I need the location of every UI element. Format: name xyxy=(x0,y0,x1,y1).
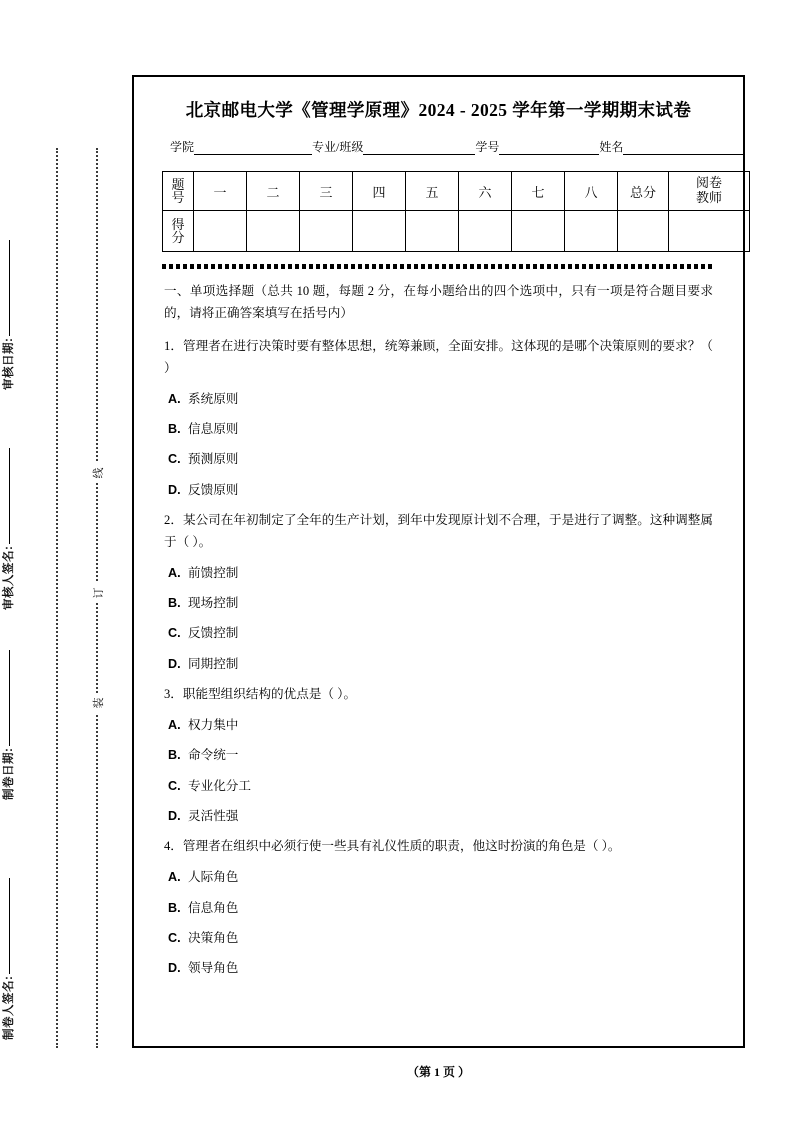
score-cell-total[interactable] xyxy=(618,211,669,252)
question-block-3 xyxy=(164,684,713,827)
student-info-label-name: 姓名 xyxy=(599,140,624,154)
margin-label-paper-maker-signature-text: 制卷人签名: xyxy=(3,975,15,1040)
question-2-option-d[interactable] xyxy=(168,654,713,675)
rowhead-char: 题 xyxy=(171,176,185,192)
section-heading-1: 一、单项选择题（总共 10 题，每题 2 分，在每小题给出的四个选项中，只有一项是符合题目要求的，请将正确答案填写在括号内） xyxy=(164,284,713,320)
page-footer: （第 1 页 ） xyxy=(406,1065,470,1079)
rowhead-char: 分 xyxy=(171,230,185,245)
score-cell-8[interactable] xyxy=(565,211,618,252)
question-4-option-a[interactable] xyxy=(168,867,713,888)
score-cell-2[interactable] xyxy=(247,211,300,252)
score-table-col-4: 四 xyxy=(353,172,406,211)
student-info-blank-college[interactable] xyxy=(194,141,312,155)
option-label: B. xyxy=(168,422,181,437)
page-title: 北京邮电大学《管理学原理》2024 - 2025 学年第一学期期末试卷 xyxy=(185,100,692,120)
option-text: 反馈控制 xyxy=(188,626,239,641)
option-text: 信息原则 xyxy=(188,422,239,437)
table-row-question-numbers xyxy=(163,172,750,211)
option-text: 决策角色 xyxy=(188,930,239,945)
option-text: 灵活性强 xyxy=(188,809,239,824)
score-cell-7[interactable] xyxy=(512,211,565,252)
question-1-option-b[interactable] xyxy=(168,419,713,440)
student-info-field-student-id xyxy=(475,138,599,155)
score-cell-grading-teacher[interactable] xyxy=(669,211,750,252)
seam-char-fold: 装 xyxy=(87,693,109,713)
option-text: 系统原则 xyxy=(188,391,239,406)
option-label: D. xyxy=(168,482,181,497)
score-table-col-6: 六 xyxy=(459,172,512,211)
score-cell-5[interactable] xyxy=(406,211,459,252)
option-label: C. xyxy=(168,930,181,945)
option-label: B. xyxy=(168,595,181,610)
score-cell-4[interactable] xyxy=(353,211,406,252)
score-table-col-2: 二 xyxy=(247,172,300,211)
score-table-rowhead-score xyxy=(163,211,194,252)
margin-dotted-line-outer xyxy=(56,148,58,1048)
question-4-option-d[interactable] xyxy=(168,958,713,979)
option-text: 信息角色 xyxy=(188,900,239,915)
student-info-row xyxy=(148,138,729,155)
left-margin-annotations xyxy=(0,0,120,1122)
section-separator-dotted xyxy=(162,264,715,269)
score-cell-1[interactable] xyxy=(194,211,247,252)
rowhead-char: 号 xyxy=(171,190,185,205)
seam-char-bind: 订 xyxy=(87,583,109,603)
option-label: C. xyxy=(168,778,181,793)
student-info-field-college xyxy=(170,138,312,155)
margin-label-paper-date-text: 制卷日期: xyxy=(3,747,15,800)
option-label: A. xyxy=(168,391,181,406)
teacher-label-char: 阅卷 xyxy=(695,175,722,191)
option-text: 专业化分工 xyxy=(188,778,251,793)
option-text: 反馈原则 xyxy=(188,482,239,497)
student-info-label-college: 学院 xyxy=(170,140,195,154)
question-3-option-a[interactable] xyxy=(168,715,713,736)
question-block-4 xyxy=(164,836,713,979)
score-cell-6[interactable] xyxy=(459,211,512,252)
margin-label-review-date-text: 审核日期: xyxy=(3,337,15,390)
score-table-col-5: 五 xyxy=(406,172,459,211)
margin-label-paper-maker-signature xyxy=(0,740,16,1040)
seam-char-line: 线 xyxy=(87,463,109,483)
student-info-label-student-id: 学号 xyxy=(475,140,500,154)
score-table-col-grading-teacher xyxy=(669,172,750,211)
question-3-option-c[interactable] xyxy=(168,776,713,797)
exam-paper-frame xyxy=(132,75,745,1048)
option-text: 领导角色 xyxy=(188,961,239,976)
option-label: C. xyxy=(168,626,181,641)
score-table-col-3: 三 xyxy=(300,172,353,211)
student-info-blank-major-class[interactable] xyxy=(363,141,475,155)
table-row-scores xyxy=(163,211,750,252)
option-text: 前馈控制 xyxy=(188,565,239,580)
score-cell-3[interactable] xyxy=(300,211,353,252)
question-stem-3: 3．职能型组织结构的优点是（ ）。 xyxy=(164,687,357,702)
option-label: D. xyxy=(168,961,181,976)
question-3-option-d[interactable] xyxy=(168,806,713,827)
score-table-col-1: 一 xyxy=(194,172,247,211)
margin-label-paper-maker-signature-rule xyxy=(9,878,10,974)
question-1-option-c[interactable] xyxy=(168,449,713,470)
option-label: A. xyxy=(168,870,181,885)
question-2-option-b[interactable] xyxy=(168,593,713,614)
margin-label-reviewer-signature-text: 审核人签名: xyxy=(3,545,15,610)
option-label: D. xyxy=(168,809,181,824)
option-label: C. xyxy=(168,452,181,467)
student-info-blank-name[interactable] xyxy=(623,141,745,155)
option-label: B. xyxy=(168,748,181,763)
option-text: 命令统一 xyxy=(188,748,239,763)
question-1-option-a[interactable] xyxy=(168,389,713,410)
question-block-2 xyxy=(164,510,713,675)
student-info-blank-student-id[interactable] xyxy=(499,141,599,155)
teacher-label-char: 教师 xyxy=(695,190,722,205)
student-info-label-major-class: 专业/班级 xyxy=(312,140,364,154)
score-table-wrapper xyxy=(162,171,722,252)
question-stem-1: 1．管理者在进行决策时要有整体思想，统筹兼顾，全面安排。这体现的是哪个决策原则的要求？（ ） xyxy=(164,339,713,375)
rowhead-char: 得 xyxy=(171,216,185,232)
option-text: 人际角色 xyxy=(188,870,239,885)
question-stem-2: 2．某公司在年初制定了全年的生产计划，到年中发现原计划不合理，于是进行了调整。这种调整属于（ ）。 xyxy=(164,513,713,549)
question-1-option-d[interactable] xyxy=(168,480,713,501)
student-info-field-name xyxy=(599,138,745,155)
option-label: B. xyxy=(168,900,181,915)
score-table-col-7: 七 xyxy=(512,172,565,211)
score-table-rowhead-question-no xyxy=(163,172,194,211)
score-table-col-8: 八 xyxy=(565,172,618,211)
option-text: 现场控制 xyxy=(188,595,239,610)
question-2-option-a[interactable] xyxy=(168,563,713,584)
option-text: 预测原则 xyxy=(188,452,239,467)
question-4-option-b[interactable] xyxy=(168,898,713,919)
student-info-field-major-class xyxy=(312,138,475,155)
score-table-col-total: 总分 xyxy=(618,172,669,211)
question-3-option-b[interactable] xyxy=(168,745,713,766)
option-label: A. xyxy=(168,717,181,732)
margin-label-paper-date-rule xyxy=(9,650,10,746)
exam-content xyxy=(148,281,729,980)
question-4-option-c[interactable] xyxy=(168,928,713,949)
score-table xyxy=(162,171,750,252)
question-stem-4: 4．管理者在组织中必须行使一些具有礼仪性质的职责，他这时扮演的角色是（ ）。 xyxy=(164,839,621,854)
question-2-option-c[interactable] xyxy=(168,623,713,644)
option-text: 权力集中 xyxy=(188,717,239,732)
option-label: D. xyxy=(168,656,181,671)
option-label: A. xyxy=(168,565,181,580)
question-block-1 xyxy=(164,336,713,501)
option-text: 同期控制 xyxy=(188,656,239,671)
